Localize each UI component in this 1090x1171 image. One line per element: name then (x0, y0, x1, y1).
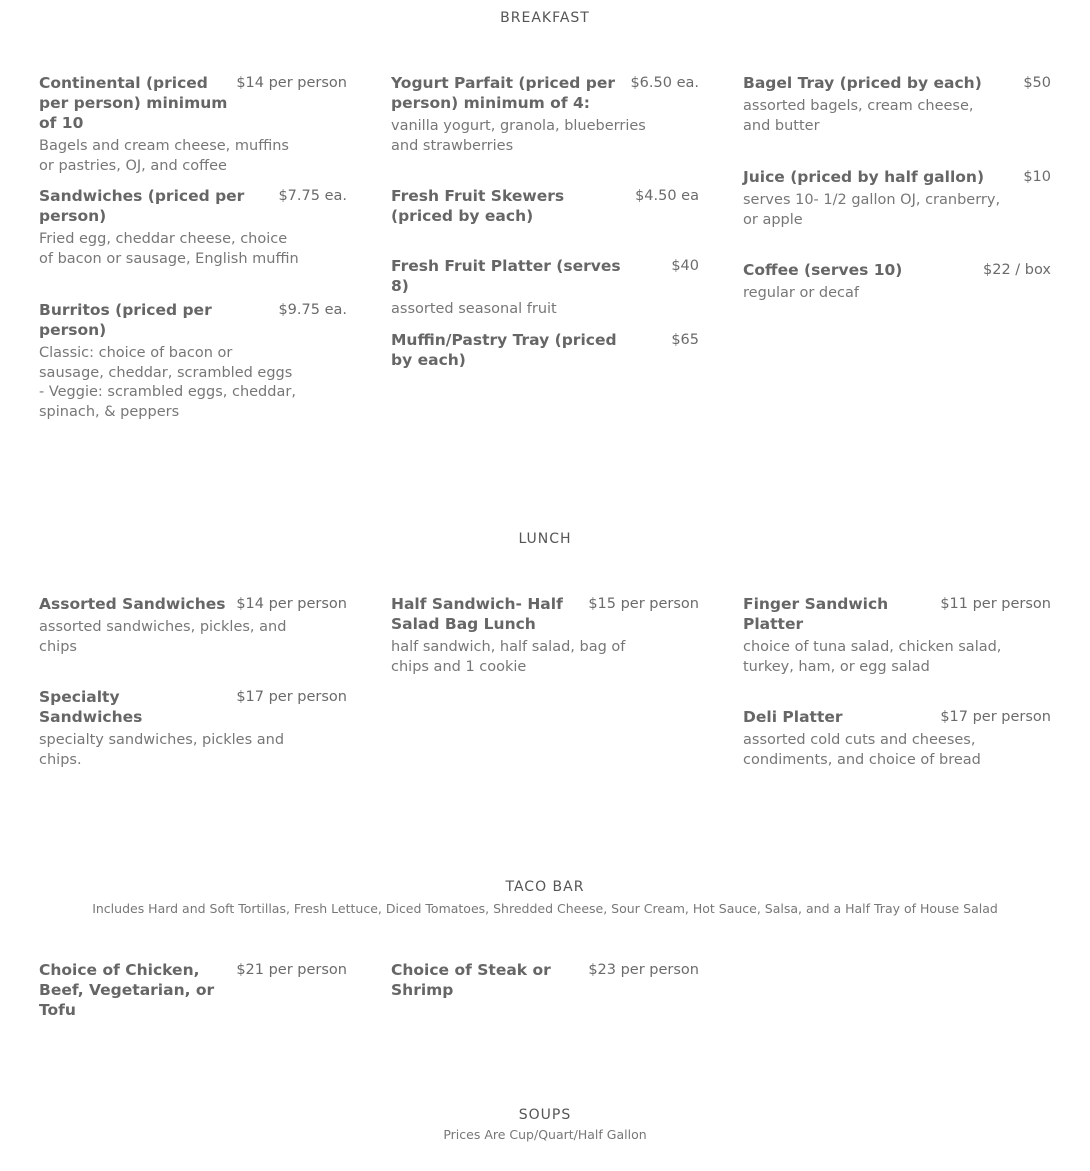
item-name: Fresh Fruit Platter (serves 8) (391, 257, 621, 295)
item-price: $10 (1023, 169, 1051, 185)
item-name: Assorted Sandwiches (39, 595, 226, 613)
item-name: Half Sandwich- Half Salad Bag Lunch (391, 595, 563, 633)
item-name: Burritos (priced per person) (39, 301, 212, 339)
menu-item (39, 186, 347, 269)
menu-item (39, 687, 347, 770)
menu-item (391, 330, 699, 370)
item-description: Fried egg, cheddar cheese, choice of bacon or sausage, English muffin (39, 231, 299, 267)
item-description: regular or decaf (743, 285, 859, 301)
item-name: Specialty Sandwiches (39, 688, 143, 726)
item-price: $50 (1023, 75, 1051, 91)
section-title: SOUPS (518, 1107, 572, 1123)
item-price: $17 per person (940, 709, 1051, 725)
item-price: $65 (671, 332, 699, 348)
item-price: $22 / box (983, 262, 1051, 278)
menu-item (743, 594, 1051, 677)
item-description: Bagels and cream cheese, muffins or pastries, OJ, and coffee (39, 138, 289, 174)
section-title: BREAKFAST (500, 10, 590, 26)
item-name: Deli Platter (743, 708, 843, 726)
menu-item (39, 594, 347, 657)
section-title: LUNCH (518, 531, 572, 547)
item-price: $23 per person (588, 962, 699, 978)
item-description: Classic: choice of bacon or sausage, cheddar, scrambled eggs - Veggie: scrambled eggs, cheddar, spinach, & peppers (39, 345, 296, 420)
menu-item (743, 260, 1051, 304)
item-description: serves 10- 1/2 gallon OJ, cranberry, or apple (743, 192, 1001, 228)
item-description: half sandwich, half salad, bag of chips and 1 cookie (391, 639, 626, 675)
item-price: $40 (671, 258, 699, 274)
item-name: Choice of Steak or Shrimp (391, 961, 551, 999)
section-subtitle: Prices Are Cup/Quart/Half Gallon (443, 1127, 647, 1142)
item-price: $11 per person (940, 596, 1051, 612)
breakfast-section (0, 10, 1090, 26)
item-description: choice of tuna salad, chicken salad, turkey, ham, or egg salad (743, 639, 1002, 675)
item-description: assorted sandwiches, pickles, and chips (39, 619, 287, 655)
soups-section (0, 1107, 1090, 1142)
item-description: assorted seasonal fruit (391, 301, 557, 317)
item-name: Fresh Fruit Skewers (priced by each) (391, 187, 565, 225)
item-name: Continental (priced per person) minimum of 10 (39, 74, 228, 132)
menu-item (391, 73, 699, 156)
item-price: $14 per person (236, 75, 347, 91)
menu-item (391, 186, 699, 226)
menu-item (743, 707, 1051, 770)
menu-item (39, 960, 347, 1020)
item-name: Choice of Chicken, Beef, Vegetarian, or Tofu (39, 961, 215, 1019)
item-price: $17 per person (236, 689, 347, 705)
item-price: $15 per person (588, 596, 699, 612)
item-description: vanilla yogurt, granola, blueberries and strawberries (391, 118, 646, 154)
item-price: $4.50 ea (635, 188, 699, 204)
item-name: Juice (priced by half gallon) (743, 168, 985, 186)
item-name: Sandwiches (priced per person) (39, 187, 245, 225)
menu-item (743, 167, 1051, 230)
section-title: TACO BAR (505, 879, 585, 895)
taco-bar-section (0, 879, 1090, 916)
item-name: Coffee (serves 10) (743, 261, 903, 279)
item-price: $9.75 ea. (278, 302, 347, 318)
item-name: Finger Sandwich Platter (743, 595, 889, 633)
item-description: assorted cold cuts and cheeses, condiments, and choice of bread (743, 732, 981, 768)
item-price: $21 per person (236, 962, 347, 978)
menu-item (391, 960, 699, 1000)
item-price: $14 per person (236, 596, 347, 612)
item-price: $7.75 ea. (278, 188, 347, 204)
item-name: Muffin/Pastry Tray (priced by each) (391, 331, 617, 369)
menu-item (391, 594, 699, 677)
item-price: $6.50 ea. (630, 75, 699, 91)
menu-item (39, 73, 347, 176)
menu-item (39, 300, 347, 422)
menu-item (743, 73, 1051, 136)
item-name: Yogurt Parfait (priced per person) minimum of 4: (391, 74, 615, 112)
section-subtitle: Includes Hard and Soft Tortillas, Fresh Lettuce, Diced Tomatoes, Shredded Cheese, Sour Cream, Hot Sauce, Salsa, and a Half Tray of House Salad (92, 901, 998, 916)
menu-item (391, 256, 699, 320)
lunch-section (0, 531, 1090, 547)
item-name: Bagel Tray (priced by each) (743, 74, 982, 92)
item-description: specialty sandwiches, pickles and chips. (39, 732, 285, 768)
item-description: assorted bagels, cream cheese, and butter (743, 98, 974, 134)
